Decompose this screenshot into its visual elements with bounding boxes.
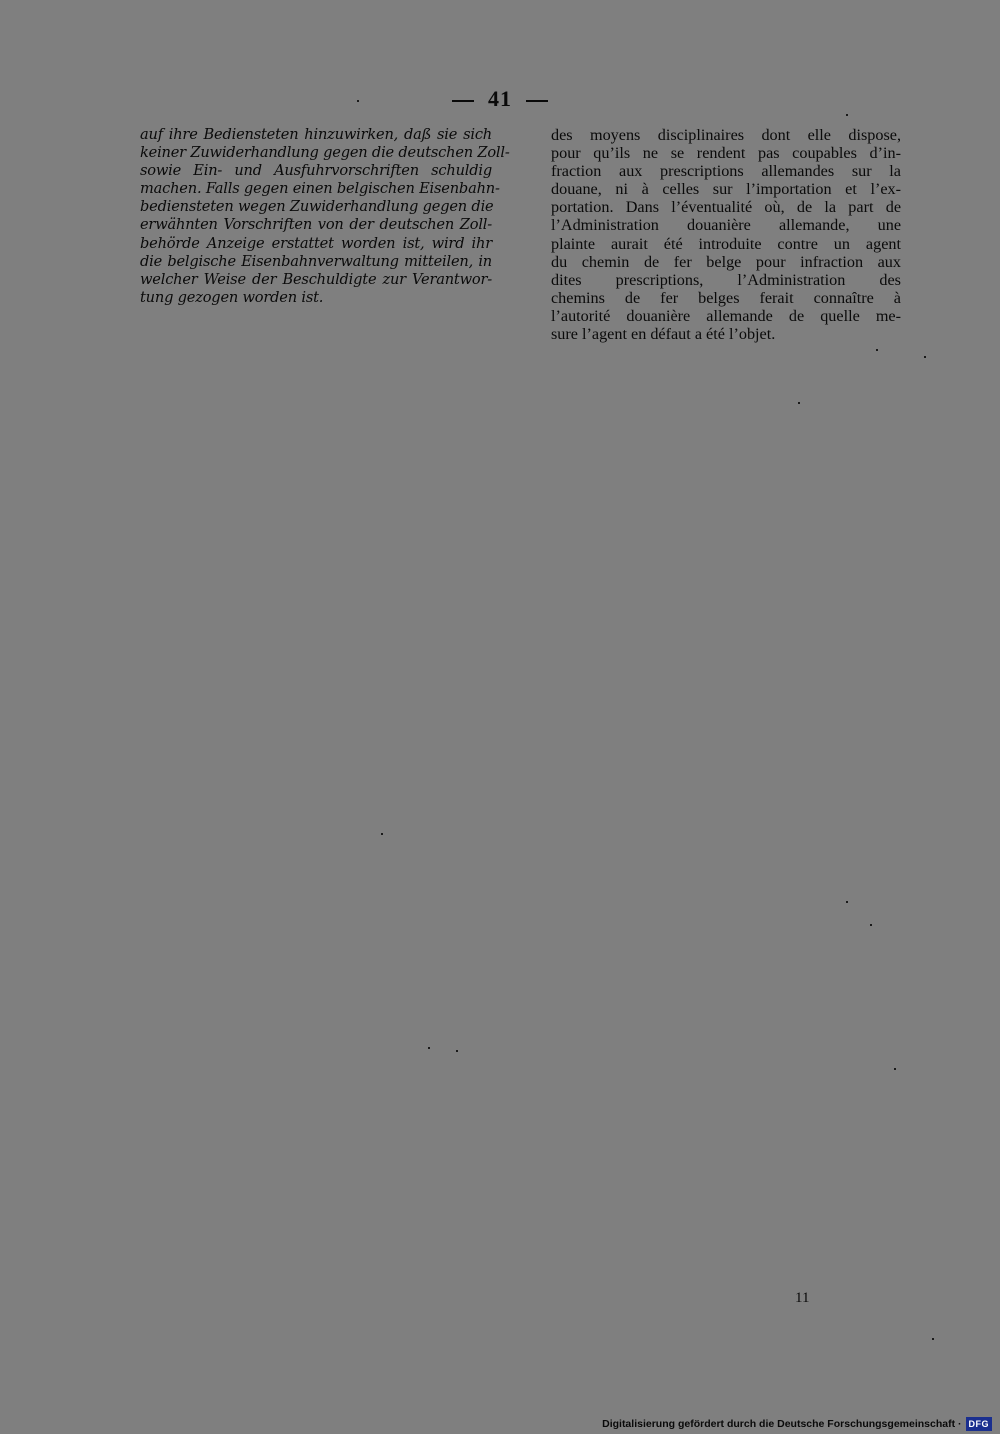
page-number-text: 41 — [488, 86, 512, 111]
french-column — [551, 126, 901, 343]
sheet-mark: 11 — [795, 1290, 810, 1306]
scan-speck — [894, 1068, 896, 1070]
scan-speck — [870, 924, 872, 926]
german-line: erwähnten Vorschriften von der deutschen Zoll- — [140, 216, 492, 234]
digitization-credit — [602, 1416, 992, 1432]
dash-left — [452, 100, 474, 102]
french-line: dites prescriptions, l’Administration des — [551, 270, 901, 289]
scan-speck — [846, 901, 848, 903]
french-line: chemins de fer belges ferait connaître à — [551, 288, 901, 307]
german-column — [140, 126, 510, 307]
german-line: sowie Ein- und Ausfuhrvorschriften schuldig — [140, 162, 492, 180]
german-line: machen. Falls gegen einen belgischen Eisenbahn- — [140, 180, 500, 198]
german-line: die belgische Eisenbahnverwaltung mitteilen, in — [140, 252, 492, 270]
german-line: welcher Weise der Beschuldigte zur Verantwor- — [140, 270, 492, 288]
german-line: bediensteten wegen Zuwiderhandlung gegen die — [140, 198, 494, 216]
french-line: plainte aurait été introduite contre un agent — [551, 234, 901, 253]
french-line: fraction aux prescriptions allemandes sur la — [551, 162, 901, 181]
dash-right — [526, 100, 548, 102]
french-line: sure l’agent en défaut a été l’objet. — [551, 325, 776, 344]
dfg-logo-icon: DFG — [966, 1417, 993, 1431]
page-number — [0, 86, 1000, 112]
scan-speck — [798, 402, 800, 404]
scan-speck — [876, 349, 878, 351]
french-line: pour qu’ils ne se rendent pas coupables d’in- — [551, 144, 901, 163]
scan-speck — [456, 1050, 458, 1052]
french-line: du chemin de fer belge pour infraction aux — [551, 252, 901, 271]
credit-text: Digitalisierung gefördert durch die Deutsche Forschungsgemeinschaft · — [602, 1418, 962, 1430]
scan-speck — [932, 1338, 934, 1340]
french-line: l’autorité douanière allemande de quelle me- — [551, 306, 901, 325]
french-line: portation. Dans l’éventualité où, de la part de — [551, 198, 901, 217]
german-line: auf ihre Bediensteten hinzuwirken, daß sie sich — [140, 126, 492, 143]
french-line: l’Administration douanière allemande, une — [551, 216, 901, 235]
scan-speck — [846, 114, 848, 116]
german-line: tung gezogen worden ist. — [140, 288, 324, 306]
scan-speck — [428, 1047, 430, 1049]
scan-speck — [357, 100, 359, 102]
french-line: des moyens disciplinaires dont elle dispose, — [551, 126, 901, 144]
scan-speck — [924, 356, 926, 358]
scan-speck — [381, 833, 383, 835]
german-line: behörde Anzeige erstattet worden ist, wird ihr — [140, 234, 492, 252]
german-line: keiner Zuwiderhandlung gegen die deutschen Zoll- — [140, 144, 510, 162]
french-line: douane, ni à celles sur l’importation et l’ex- — [551, 180, 901, 199]
